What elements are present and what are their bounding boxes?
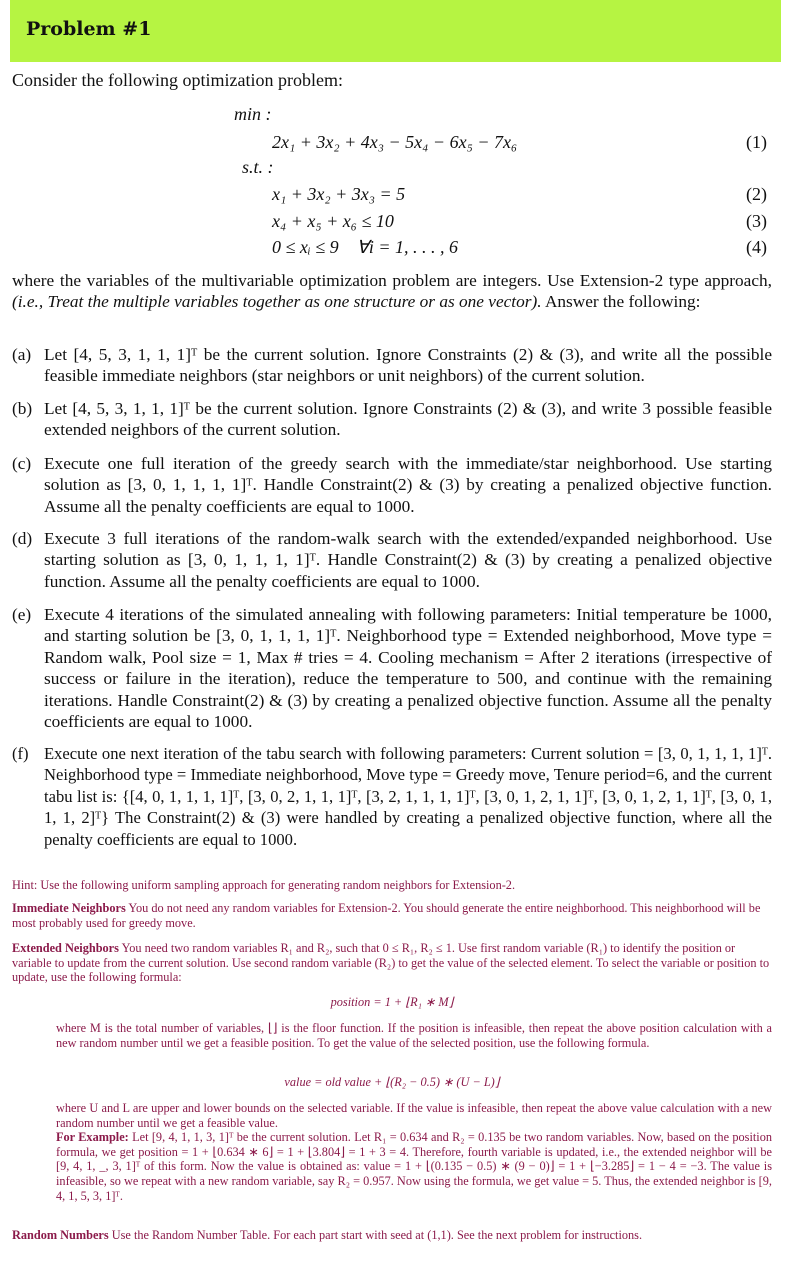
problem-title: Problem #1 <box>26 18 152 40</box>
constraint-2: x₁ + 3x₂ + 3x₃ = 5 <box>272 184 406 204</box>
question-f <box>12 743 772 850</box>
objective-function: 2x₁ + 3x₂ + 4x₃ − 5x₄ − 6x₅ − 7x₆ <box>272 132 518 152</box>
random-numbers-title: Random Numbers <box>12 1228 109 1242</box>
question-text: Let [4, 5, 3, 1, 1, 1]ᵀ be the current solution. Ignore Constraints (2) & (3), and write 3 possible feasible extended neighbors of the current solution. <box>44 399 772 440</box>
description-paragraph <box>12 270 772 313</box>
value-explanation-text: where U and L are upper and lower bounds on the selected variable. If the value is infeasible, then repeat the above value calculation with a new random number until we get a feasible value. <box>56 1101 772 1130</box>
question-text: Let [4, 5, 3, 1, 1, 1]ᵀ be the current solution. Ignore Constraints (2) & (3), and write all the possible feasible immediate neighbors (star neighbors or unit neighbors) of the current solution. <box>44 345 772 386</box>
description-part-1: where the variables of the multivariable optimization problem are integers. Use Extension-2 type approach, <box>12 271 772 290</box>
description-part-2: (i.e., Treat the multiple variables together as one structure or as one vector). <box>12 292 542 312</box>
question-label: (e) <box>12 605 32 624</box>
question-b <box>12 398 772 441</box>
question-label: (b) <box>12 399 33 418</box>
question-label: (d) <box>12 529 33 548</box>
question-d <box>12 528 772 592</box>
hint-extended-neighbors <box>12 941 772 985</box>
random-numbers-text: Use the Random Number Table. For each part start with seed at (1,1). See the next problem for instructions. <box>111 1228 643 1242</box>
hint-immediate-text: You do not need any random variables for Extension-2. You should generate the entire neighborhood. This neighborhood will be most probably used for greedy move. <box>12 901 761 930</box>
intro-text: Consider the following optimization problem: <box>12 70 343 90</box>
position-explanation <box>12 1021 772 1050</box>
value-explanation <box>12 1101 772 1203</box>
example-text: Let [9, 4, 1, 1, 3, 1]ᵀ be the current solution. Let R₁ = 0.634 and R₂ = 0.135 be two random variables. Now, based on the position formula, we get position = 1 + ⌊0.634 ∗ 6⌋ = 1 + ⌊3.804⌋ = 1 + 3 = 4. Therefore, fourth variable is updated, i.e., the extended neighbor will be [9, 4, 1, _, 3, 1]ᵀ of this form. Now the value is obtained as: value = 1 + ⌊(0.135 − 0.5) ∗ (9 − 0)⌋ = 1 + ⌊−3.285⌋ = 1 − 4 = −3. The value is infeasible, so we repeat with a new random variable, say R₂ = 0.957. Now using the formula, we get value = 5. Thus, the extended neighbor is [9, 4, 1, 5, 3, 1]ᵀ. <box>56 1130 772 1203</box>
equation-number-3: (3) <box>746 211 767 231</box>
equation-number-1: (1) <box>746 132 767 152</box>
constraint-4: 0 ≤ xᵢ ≤ 9 ∀i = 1, . . . , 6 <box>272 237 459 257</box>
example-label: For Example: <box>56 1130 129 1145</box>
problem-header-banner <box>10 0 781 62</box>
subject-to-label: s.t. : <box>242 157 274 177</box>
hint-intro: Hint: Use the following uniform sampling approach for generating random neighbors for Extension-2. <box>12 878 516 892</box>
question-c <box>12 453 772 517</box>
example-paragraph <box>56 1130 772 1203</box>
question-text: Execute one full iteration of the greedy search with the immediate/star neighborhood. Use starting solution as [3, 0, 1, 1, 1, 1]ᵀ. Handle Constraint(2) & (3) by creating a penalized objective function. Assume all the penalty coefficients are equal to 1000. <box>44 454 772 516</box>
hint-immediate-title: Immediate Neighbors <box>12 901 126 915</box>
question-text: Execute 4 iterations of the simulated annealing with following parameters: Initial temperature be 1000, and starting solution be [3, 0, 1, 1, 1, 1]ᵀ. Neighborhood type = Extended neighborhood, Move type = Random walk, Pool size = 1, Max # tries = 4. Cooling mechanism = After 2 iterations (irrespective of success or failure in the iteration), reduce the temperature to 500, and continue with the remaining iterations. Handle Constraint(2) & (3) by creating a penalized objective function. Assume all the penalty coefficients are equal to 1000. <box>44 605 772 732</box>
hint-extended-text: You need two random variables R₁ and R₂, such that 0 ≤ R₁, R₂ ≤ 1. Use first random variable (R₁) to identify the position or variable to update from the current solution. Use second random variable (R₂) to get the value of the selected element. To select the variable or position to update, use the following formula: <box>12 941 770 985</box>
question-a <box>12 344 772 387</box>
question-label: (f) <box>12 744 29 763</box>
constraint-3: x₄ + x₅ + x₆ ≤ 10 <box>272 211 394 231</box>
description-part-3: Answer the following: <box>544 292 701 312</box>
equation-number-4: (4) <box>746 237 767 257</box>
question-label: (a) <box>12 345 32 364</box>
question-text: Execute one next iteration of the tabu search with following parameters: Current solution = [3, 0, 1, 1, 1, 1]ᵀ. Neighborhood type = Immediate neighborhood, Move type = Greedy move, Tenure period=6, and the current tabu list is: {[4, 0, 1, 1, 1, 1]ᵀ, [3, 0, 2, 1, 1, 1]ᵀ, [3, 2, 1, 1, 1, 1]ᵀ, [3, 0, 1, 2, 1, 1]ᵀ, [3, 0, 1, 2, 1, 1]ᵀ, [3, 0, 1, 1, 1, 2]ᵀ} The Constraint(2) & (3) were handled by creating a penalized objective function, where all the penalty coefficients are equal to 1000. <box>44 744 772 849</box>
value-formula: value = old value + ⌊(R₂ − 0.5) ∗ (U − L)⌋ <box>284 1075 500 1089</box>
equation-number-2: (2) <box>746 184 767 204</box>
position-explanation-text: where M is the total number of variables, ⌊⌋ is the floor function. If the position is infeasible, then repeat the above position calculation with a new random number until we get a feasible position. To get the value of the selected position, use the following formula. <box>56 1021 772 1050</box>
hint-immediate-neighbors <box>12 901 772 930</box>
hint-extended-title: Extended Neighbors <box>12 941 119 955</box>
question-label: (c) <box>12 454 32 473</box>
hint-random-numbers <box>12 1228 772 1243</box>
question-text: Execute 3 full iterations of the random-walk search with the extended/expanded neighborhood. Use starting solution as [3, 0, 1, 1, 1, 1]ᵀ. Handle Constraint(2) & (3) by creating a penalized objective function. Assume all the penalty coefficients are equal to 1000. <box>44 529 772 591</box>
position-formula: position = 1 + ⌊R₁ ∗ M⌋ <box>330 995 454 1009</box>
question-e <box>12 604 772 732</box>
min-label: min : <box>234 104 272 124</box>
